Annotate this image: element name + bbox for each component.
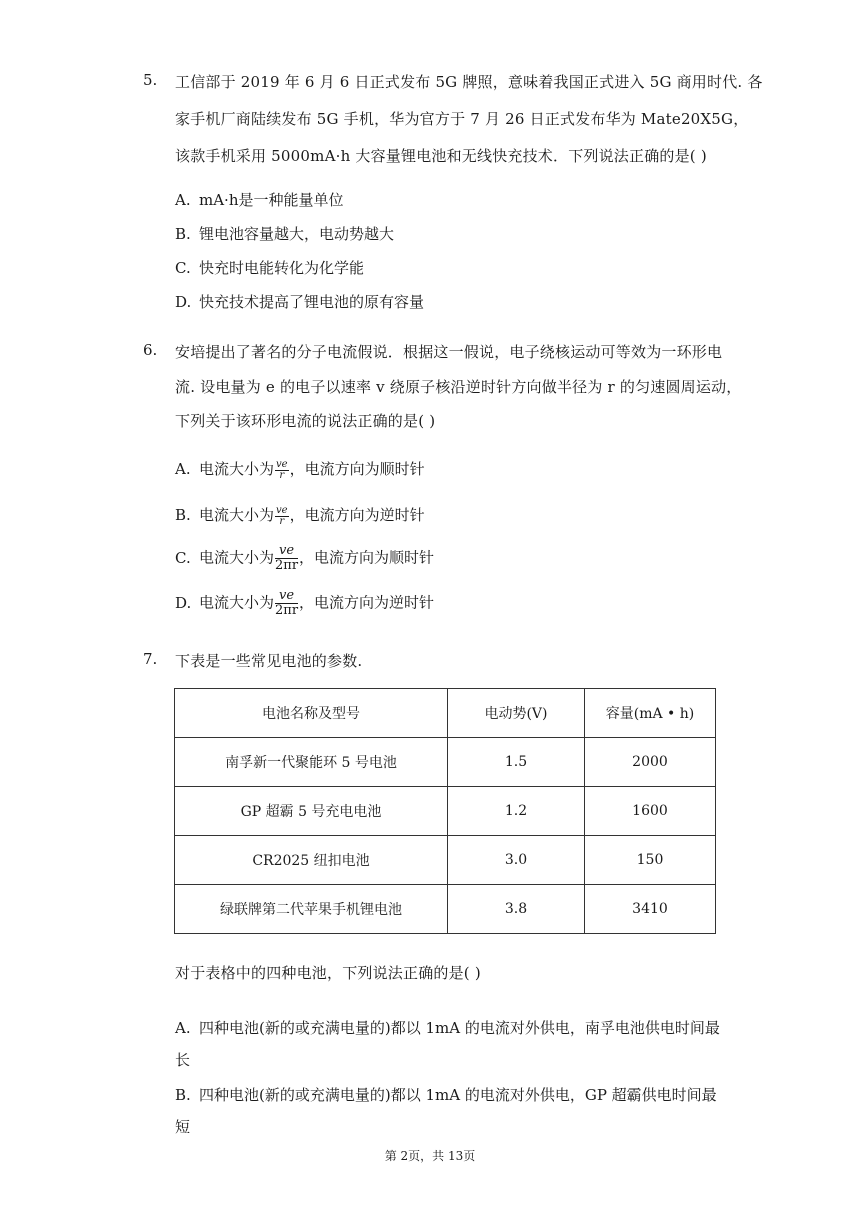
table-cell: 150 (585, 836, 716, 885)
option-text: 电流大小为 (199, 593, 275, 612)
fraction-denominator: 2πr (275, 558, 299, 573)
option-letter: A. (175, 191, 191, 209)
option-text: 快充时电能转化为化学能 (199, 259, 365, 277)
option-text: 四种电池(新的或充满电量的)都以 1mA 的电流对外供电，南孚电池供电时间最 (199, 1019, 720, 1037)
option-a[interactable] (175, 189, 344, 210)
table-cell: 1.5 (448, 738, 585, 787)
question-text-line: 工信部于 2019 年 6 月 6 日正式发布 5G 牌照，意味着我国正式进入 5G 商用时代. 各 (175, 73, 763, 91)
question-text-line: 安培提出了著名的分子电流假说．根据这一假说，电子绕核运动可等效为一环形电 (175, 343, 723, 361)
option-letter: D. (175, 593, 192, 612)
table-cell: GP 超霸 5 号充电电池 (175, 787, 448, 836)
question-text-line: 对于表格中的四种电池，下列说法正确的是( ) (175, 964, 481, 982)
question-number: 6. (143, 341, 158, 359)
option-b[interactable] (175, 1084, 717, 1105)
option-text: ，电流方向为逆时针 (299, 593, 435, 612)
question-text-line: 家手机厂商陆续发布 5G 手机，华为官方于 7 月 26 日正式发布华为 Mate20X5G， (175, 110, 749, 128)
option-text: ，电流方向为顺时针 (289, 460, 425, 478)
table-row (175, 787, 716, 836)
option-text: 快充技术提高了锂电池的原有容量 (199, 293, 425, 311)
question-text-line: 下列关于该环形电流的说法正确的是( ) (175, 412, 436, 430)
fraction (275, 544, 298, 573)
option-text: 电流大小为 (199, 506, 275, 524)
fraction (275, 589, 298, 618)
option-text: ，电流方向为逆时针 (289, 506, 425, 524)
option-letter: B. (175, 225, 191, 243)
battery-table (174, 688, 716, 934)
option-letter: A. (175, 1019, 191, 1037)
option-d[interactable] (175, 291, 424, 312)
fraction-denominator: r (279, 515, 285, 527)
fraction-denominator: 2πr (275, 603, 299, 618)
option-letter: C. (175, 548, 191, 567)
option-letter: A. (175, 460, 191, 478)
fraction-numerator: ve (276, 504, 288, 516)
fraction-numerator: ve (275, 589, 298, 604)
question-text-line: 下表是一些常见电池的参数. (175, 652, 363, 670)
fraction-numerator: ve (275, 544, 298, 559)
table-header-row (175, 689, 716, 738)
option-text: mA·h是一种能量单位 (199, 191, 344, 209)
question-text-line: 该款手机采用 5000mA·h 大容量锂电池和无线快充技术．下列说法正确的是( ) (175, 147, 707, 165)
table-cell: CR2025 纽扣电池 (175, 836, 448, 885)
option-letter: B. (175, 1086, 191, 1104)
fraction-denominator: r (279, 469, 285, 481)
option-continuation: 长 (175, 1051, 191, 1069)
option-continuation: 短 (175, 1118, 191, 1136)
question-number: 5. (143, 71, 158, 89)
fraction (275, 506, 289, 527)
option-b[interactable] (175, 504, 425, 527)
option-text: 四种电池(新的或充满电量的)都以 1mA 的电流对外供电，GP 超霸供电时间最 (199, 1086, 717, 1104)
option-c[interactable] (175, 544, 434, 573)
option-letter: C. (175, 259, 191, 277)
table-cell: 2000 (585, 738, 716, 787)
fraction (275, 460, 289, 481)
option-text: 电流大小为 (199, 548, 275, 567)
question-text-line: 流. 设电量为 e 的电子以速率 v 绕原子核沿逆时针方向做半径为 r 的匀速圆周运动， (175, 378, 742, 396)
table-cell: 1.2 (448, 787, 585, 836)
table-cell: 3410 (585, 885, 716, 934)
table-cell: 1600 (585, 787, 716, 836)
option-a[interactable] (175, 458, 425, 481)
option-text: ，电流方向为顺时针 (299, 548, 435, 567)
table-header-cell: 电池名称及型号 (175, 689, 448, 738)
question-number: 7. (143, 650, 158, 668)
option-letter: B. (175, 506, 191, 524)
table-row (175, 836, 716, 885)
table-cell: 3.0 (448, 836, 585, 885)
option-text: 锂电池容量越大，电动势越大 (199, 225, 395, 243)
table-row (175, 885, 716, 934)
table-cell: 南孚新一代聚能环 5 号电池 (175, 738, 448, 787)
option-d[interactable] (175, 589, 434, 618)
option-text: 电流大小为 (199, 460, 275, 478)
table-header-cell: 电动势(V) (448, 689, 585, 738)
option-c[interactable] (175, 257, 364, 278)
fraction-numerator: ve (276, 458, 288, 470)
page-footer: 第 2页，共 13页 (384, 1149, 476, 1163)
table-cell: 3.8 (448, 885, 585, 934)
table-cell: 绿联牌第二代苹果手机锂电池 (175, 885, 448, 934)
option-a[interactable] (175, 1017, 720, 1038)
table-row (175, 738, 716, 787)
option-b[interactable] (175, 223, 394, 244)
option-letter: D. (175, 293, 192, 311)
table-header-cell: 容量(mA • h) (585, 689, 716, 738)
